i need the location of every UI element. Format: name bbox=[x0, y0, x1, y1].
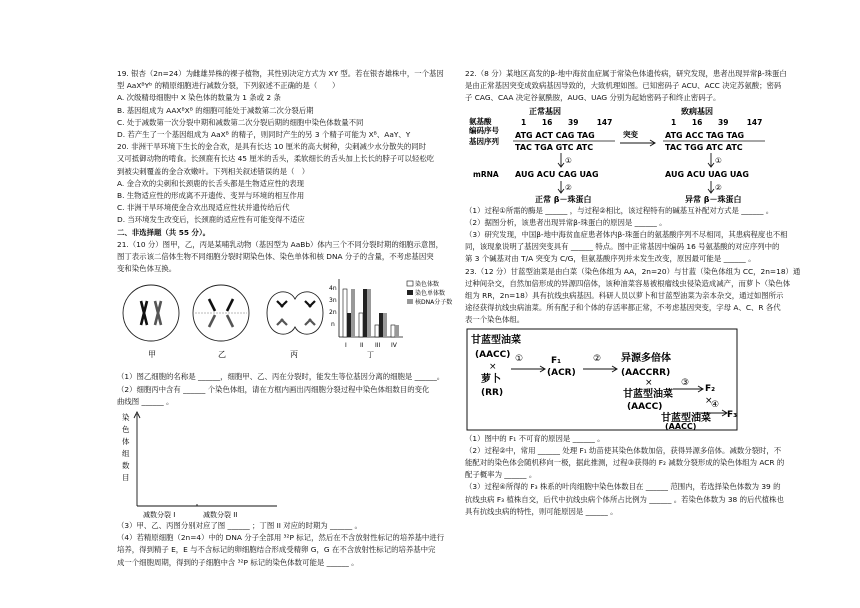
q21-sub-3: （3）甲、乙、丙图分别对应了图 ______ ；丁图 II 对应的时期为 ______ 。 bbox=[117, 521, 362, 531]
backcross-parent-genome: (AACC) bbox=[627, 401, 663, 412]
row-label-seq: 基因序列 bbox=[469, 136, 499, 146]
q23-line: 过种间杂交，自然加倍形成的异源四倍体，该种油菜容易被根瘤线虫侵染造成减产，而萝卜（染色体 bbox=[465, 278, 791, 288]
y-axis-char: 体 bbox=[122, 437, 130, 447]
legend-swatch-chromatid bbox=[407, 290, 413, 295]
gene-diagram bbox=[465, 105, 803, 205]
step4: ④ bbox=[711, 399, 720, 410]
allopolyploid-name: 异源多倍体 bbox=[621, 352, 671, 364]
left-column bbox=[117, 68, 453, 569]
bar-II-chromosome bbox=[359, 313, 363, 337]
bar-ytick-n: n bbox=[331, 321, 335, 329]
legend-chromosome: 染色体数 bbox=[415, 281, 440, 289]
q19-option-b: B. 基因组成为 AAXᴮXᴮ 的细胞可能处于减数第二次分裂后期 bbox=[117, 105, 314, 115]
step2: ② bbox=[593, 353, 602, 364]
question-23 bbox=[465, 266, 803, 327]
q21-sub-2b: 曲线图 ______ 。 bbox=[117, 396, 174, 406]
cell-label-yi: 乙 bbox=[218, 350, 226, 360]
y-axis-char: 染 bbox=[122, 413, 130, 423]
allopolyploid-genome: (AACCRR) bbox=[621, 367, 671, 378]
step2-mutant: ② bbox=[715, 182, 722, 192]
q22-subquestions bbox=[465, 205, 803, 266]
bar-I-dna bbox=[351, 289, 355, 337]
q23-line: 组为 RR，2n=18）具有抗线虫病基因。科研人员以萝卜和甘蓝型油菜为亲本杂交，通过如图所示 bbox=[465, 291, 784, 301]
q22-line: 22.（8 分）某地区高发的β-地中海贫血症属于常染色体遗传病，研究发现，患者出现异常β-珠蛋白 bbox=[465, 69, 787, 78]
q19-option-c: C. 处于减数第一次分裂中期和减数第二次分裂后期的细胞中染色体数量不同 bbox=[117, 117, 364, 127]
section-heading: 二、非选择题（共 55 分）。 bbox=[117, 227, 211, 237]
q20-option-a: A. 金合欢的尖刺和长颈鹿的长舌头都是生物适应性的表现 bbox=[117, 178, 305, 188]
right-column bbox=[465, 68, 803, 518]
step1: ① bbox=[515, 353, 524, 364]
q23-sub-3: （3）过程④所得的 F₃ 株系的叶肉细胞中染色体数目在 ______ 范围内，若选择染色体数为 39 的 bbox=[465, 482, 781, 492]
q20-line: 到被尖刺覆盖的金合欢嫩叶。下列相关叙述错误的是（ ） bbox=[117, 166, 310, 176]
q21-tail bbox=[117, 520, 447, 569]
step3: ③ bbox=[681, 377, 690, 388]
backcross-parent-name: 甘蓝型油菜 bbox=[623, 388, 673, 400]
bar-III-chromosome bbox=[375, 325, 379, 337]
mrna-label: mRNA bbox=[473, 169, 499, 179]
bar-xtick-I: I bbox=[345, 342, 347, 350]
normal-gene-label: 正常基因 bbox=[529, 106, 561, 116]
bar-II-dna bbox=[367, 289, 371, 337]
mrna-normal: AUG ACU CAG UAG bbox=[515, 169, 599, 179]
bar-IV-dna bbox=[395, 325, 399, 337]
y-axis-char: 色 bbox=[122, 425, 130, 435]
q23-sub-3b: 抗线虫病 F₃ 植株自交，后代中抗线虫病个体所占比例为 ______ 。若染色体数为 38 的后代植株也 bbox=[465, 494, 784, 504]
mutation-label: 突变 bbox=[623, 129, 638, 139]
breeding-diagram bbox=[465, 327, 803, 433]
q22-line: 是由正常基因突变成致病基因导致的，大致机理如图。已知密码子 ACU、ACC 决定苏氨酸；密码 bbox=[465, 81, 782, 91]
normal-positions: 1 16 39 147 bbox=[521, 117, 613, 127]
q21-sub-4c: 成一个细胞周期，得到的子细胞中含 ³²P 标记的染色体数可能是 ______ 。 bbox=[117, 557, 359, 567]
cell-bing bbox=[267, 292, 323, 334]
q23-sub-1: （1）图中的 F₁ 不可育的原因是 ______ 。 bbox=[465, 433, 605, 443]
f2-label: F₂ bbox=[705, 383, 716, 394]
q22-sub-3b: 同，该现象说明了基因突变具有 ______ 特点。图中正常基因中编码 16 号氨基酸的对应序列中的 bbox=[465, 242, 780, 252]
legend-chromatid: 染色单体数 bbox=[415, 290, 446, 298]
q23-sub-2c: 配子概率为 ______ 。 bbox=[465, 470, 537, 480]
q21-line: 21.（10 分）图甲，乙，丙是某哺乳动物（基因型为 AaBb）体内三个不同分裂时期的细胞示意图， bbox=[117, 239, 444, 249]
question-20 bbox=[117, 141, 447, 226]
x-axis-label-meiosis2: 减数分裂 II bbox=[203, 511, 238, 520]
answer-axes-svg bbox=[117, 408, 447, 520]
bar-III-dna bbox=[383, 313, 387, 337]
cell-label-jia: 甲 bbox=[148, 350, 156, 360]
q21-sub-1: （1）图乙细胞的名称是 ______，细胞甲、乙、丙在分裂时，能发生等位基因分离的细胞是 ______。 bbox=[117, 372, 445, 382]
q21-line: 变和染色体互换。 bbox=[117, 264, 177, 274]
parent2-name: 萝卜 bbox=[481, 373, 501, 385]
mrna-mutant: AUG ACU UAG UAG bbox=[665, 169, 749, 179]
protein-mutant: 异常 β－珠蛋白 bbox=[685, 194, 742, 204]
bar-chart-ding bbox=[329, 279, 452, 359]
backcross2-parent-name: 甘蓝型油菜 bbox=[661, 412, 711, 424]
q21-sub-4: （4）若精原细胞（2n=4）中的 DNA 分子全部用 ³²P 标记，然后在不含放射性标记的培养基中进行 bbox=[117, 533, 445, 543]
q21-figure bbox=[117, 275, 453, 371]
bar-II-chromatid bbox=[363, 289, 367, 337]
cross-symbol-1: × bbox=[489, 361, 497, 372]
parent1-genome: (AACC) bbox=[475, 349, 511, 360]
f3-label: F₃ bbox=[727, 409, 738, 420]
x-axis-label-meiosis1: 减数分裂 I bbox=[143, 511, 176, 520]
question-19 bbox=[117, 68, 447, 141]
q22-line: 子 CAG、CAA 决定谷氨酰胺，AUG、UAG 分别为起始密码子和终止密码子。 bbox=[465, 93, 721, 103]
gene-diagram-svg bbox=[465, 105, 803, 205]
y-axis-char: 目 bbox=[122, 473, 130, 483]
mutant-bottom-strand: TAC TGG ATC ATC bbox=[665, 142, 743, 152]
protein-normal: 正常 β－珠蛋白 bbox=[535, 194, 592, 204]
q23-sub-3c: 具有抗线虫病的特性，则可能原因是 ______ 。 bbox=[465, 506, 618, 516]
q21-subquestions bbox=[117, 371, 447, 408]
cross-symbol-2: × bbox=[645, 377, 653, 388]
cross-symbol-3: × bbox=[705, 395, 713, 406]
legend-swatch-chromosome bbox=[407, 281, 413, 286]
q21-sub-2: （2）细胞丙中含有 ______ 个染色体组，请在方框内画出丙细胞分裂过程中染色体组数目的变化 bbox=[117, 384, 430, 394]
bar-xtick-II: II bbox=[360, 342, 364, 350]
parent2-genome: (RR) bbox=[481, 387, 504, 398]
q21-line: 图丁表示该二倍体生物不同细胞分裂时期染色体、染色单体和核 DNA 分子的含量，不考虑基因突 bbox=[117, 252, 434, 262]
step2-normal: ② bbox=[565, 182, 572, 192]
q20-line: 又可抵御动物的啃食。长颈鹿有长达 45 厘米的舌头，柔软细长的舌头加上长长的脖子可以轻松吃 bbox=[117, 154, 435, 164]
bar-xtick-IV: IV bbox=[391, 342, 397, 350]
q19-line: 19. 银杏（2n=24）为雌雄异株的裸子植物，其性别决定方式为 XY 型。若在银杏雄株中，一个基因 bbox=[117, 69, 444, 78]
bar-I-chromosome bbox=[343, 289, 347, 337]
bar-xtick-III: III bbox=[375, 342, 381, 350]
cell-jia bbox=[123, 285, 179, 341]
backcross2-parent-genome: (AACC) bbox=[665, 421, 697, 431]
q21-figure-svg bbox=[117, 275, 453, 371]
question-22 bbox=[465, 68, 803, 105]
bar-xlabel: 丁 bbox=[367, 351, 374, 360]
question-21 bbox=[117, 239, 447, 276]
normal-bottom-strand: TAC TGA GTC ATC bbox=[515, 142, 594, 152]
y-axis-char: 数 bbox=[122, 461, 130, 471]
mutant-gene-label: 致病基因 bbox=[681, 106, 713, 116]
breeding-diagram-svg bbox=[465, 327, 803, 433]
legend-dna: 核DNA分子数 bbox=[415, 299, 453, 307]
mutant-positions: 1 16 39 147 bbox=[671, 117, 763, 127]
q23-sub-2: （2）过程②中，常用 ______ 处理 F₁ 幼苗使其染色体数加倍，获得异源多倍体。减数分裂时，不 bbox=[465, 445, 782, 455]
q22-sub-3: （3）研究发现，中国β-地中海贫血症患者体内β-珠蛋白的氨基酸序列不尽相同，其患病程度也不相 bbox=[465, 230, 788, 240]
q19-line: 型 AaXᴮYᵇ 的精原细胞进行减数分裂，下列叙述不正确的是（ ） bbox=[117, 81, 340, 91]
q23-line: 表一个染色体组。 bbox=[465, 315, 525, 325]
mutant-top-strand: ATG ACC TAG TAG bbox=[665, 130, 745, 140]
q19-option-d: D. 若产生了一个基因组成为 AaXᴮ 的精子，则同时产生的另 3 个精子可能为 Xᴮ、AaY、Y bbox=[117, 130, 411, 140]
q22-sub-1: （1）过程①所需的酶是 ______ ，与过程②相比，该过程特有的碱基互补配对方式是 ______ 。 bbox=[465, 205, 774, 215]
q19-option-a: A. 次级精母细胞中 X 染色体的数量为 1 条或 2 条 bbox=[117, 93, 281, 103]
parent1-name: 甘蓝型油菜 bbox=[471, 334, 521, 346]
q23-sub-2b: 能配对的染色体会随机移向一极，据此推测，过程③获得的 F₂ 减数分裂形成的染色体组为 ACR 的 bbox=[465, 458, 785, 468]
q23-line: 23.（12 分）甘蓝型油菜是由白菜（染色体组为 AA，2n=20）与甘蓝（染色体组为 CC，2n=18）通 bbox=[465, 266, 801, 276]
q20-option-d: D. 当环境发生改变后，长颈鹿的适应性有可能变得不适应 bbox=[117, 215, 305, 225]
step1-normal: ① bbox=[565, 155, 572, 165]
f1-label: F₁ bbox=[551, 355, 562, 366]
bar-I-chromatid bbox=[347, 313, 351, 337]
q20-option-c: C. 非洲干旱环境使金合欢出现适应性状并遗传给后代 bbox=[117, 203, 290, 213]
q22-sub-3c: 第 3 个碱基对由 T/A 突变为 C/G，但氨基酸序列并未发生改变，原因最可能是 ______ 。 bbox=[465, 254, 756, 264]
f1-genome: (ACR) bbox=[547, 367, 576, 378]
cell-yi bbox=[193, 285, 249, 341]
row-label-index: 编码序号 bbox=[469, 125, 499, 135]
q21-sub-4b: 培养，得到精子 E，E 与不含标记的卵细胞结合形成受精卵 G，G 在不含放射性标记的培养基中完 bbox=[117, 545, 436, 555]
answer-axes bbox=[117, 408, 447, 520]
legend-swatch-dna bbox=[407, 299, 413, 304]
cell-label-bing: 丙 bbox=[290, 350, 298, 360]
bar-ytick-4n: 4n bbox=[329, 285, 337, 293]
q22-sub-2: （2）据图分析，该患者出现异常β-珠蛋白的原因是 ______ 。 bbox=[465, 217, 667, 227]
q20-option-b: B. 生物适应性的形成离不开遗传、变异与环境的相互作用 bbox=[117, 191, 305, 201]
step1-mutant: ① bbox=[715, 155, 722, 165]
bar-IV-chromosome bbox=[391, 325, 395, 337]
y-axis-char: 组 bbox=[122, 449, 130, 459]
normal-top-strand: ATG ACT CAG TAG bbox=[515, 130, 595, 140]
row-label-aa: 氨基酸 bbox=[469, 116, 492, 126]
q23-subquestions bbox=[465, 433, 803, 518]
q20-line: 20. 非洲干旱环境下生长的金合欢，是具有长达 10 厘米的高大树种，尖刺减少水分散失的同时 bbox=[117, 142, 427, 152]
bar-ytick-2n: 2n bbox=[329, 309, 337, 317]
bar-III-chromatid bbox=[379, 313, 383, 337]
q23-line: 途径获得抗线虫病油菜。所有配子和个体的存活率都正常，不考虑基因突变，字母 A、C、R 各代 bbox=[465, 303, 781, 313]
bar-ytick-3n: 3n bbox=[329, 297, 337, 305]
mutation-arrow bbox=[620, 140, 655, 146]
